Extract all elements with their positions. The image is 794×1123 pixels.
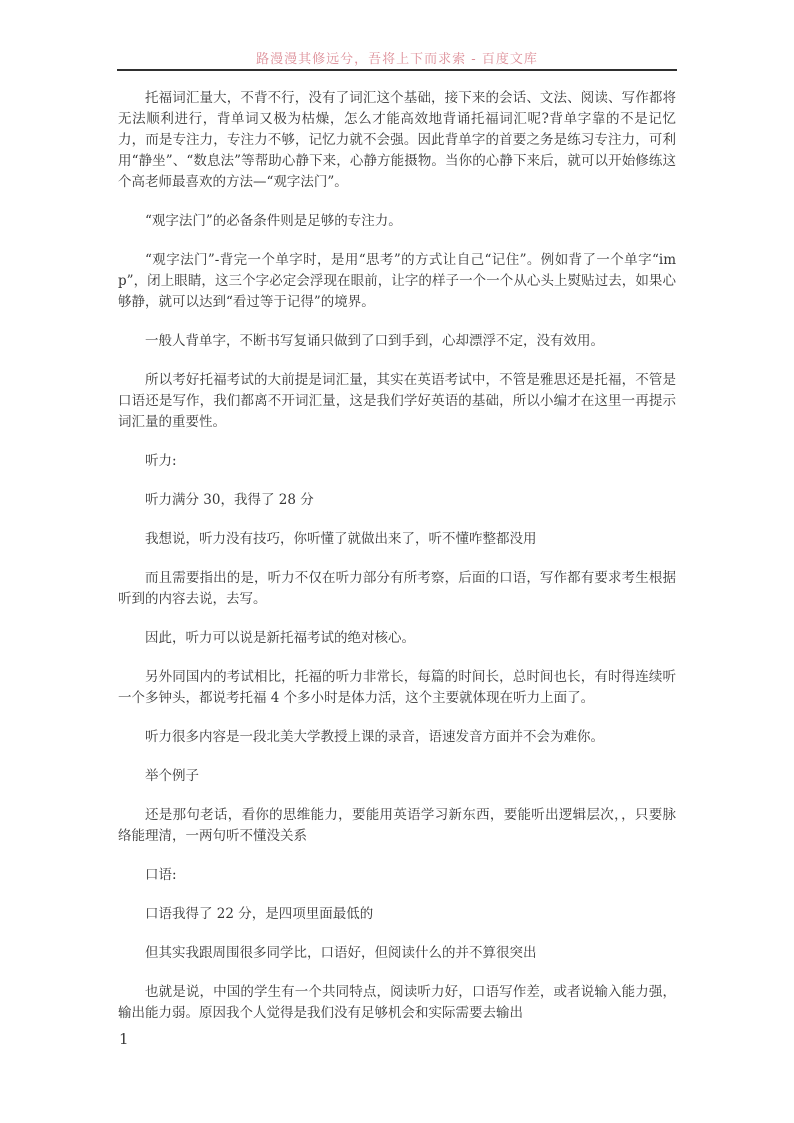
paragraph: 口语我得了 22 分，是四项里面最低的 [145,906,374,922]
page-number: 1 [119,1030,129,1048]
page-header [118,48,676,67]
paragraph: 托福词汇量大，不背不行，没有了词汇这个基础，接下来的会话、文法、阅读、写作都将无法顺利进行，背单词又极为枯燥，怎么才能高效地背诵托福词汇呢?背单字靠的不是记忆力，而是专注力，专注力不够，记忆力就不会强。因此背单字的首要之务是练习专注力，可利用“静坐”、“数息法”等帮助心静下来，心静方能摄物。当你的心静下来后，就可以开始修练这个高老师最喜欢的方法—“观字法门”。 [118,90,676,190]
paragraph: 一般人背单字，不断书写复诵只做到了口到手到，心却漂浮不定，没有效用。 [145,333,604,349]
paragraph: “观字法门”-背完一个单字时，是用“思考”的方式让自己“记住”。例如背了一个单字“imp”，闭上眼睛，这三个字必定会浮现在眼前，让字的样子一个一个从心头上熨贴过去，如果心够静，就可以达到“看过等于记得”的境界。 [118,252,676,310]
paragraph: 听力: [145,453,177,469]
paragraph: “观字法门”的必备条件则是足够的专注力。 [145,213,402,229]
paragraph: 另外同国内的考试相比，托福的听力非常长，每篇的时间长，总时间也长，有时得连续听一个多钟头，都说考托福 4 个多小时是体力活，这个主要就体现在听力上面了。 [118,669,676,706]
header-title: 路漫漫其修远兮，吾将上下而求索 - 百度文库 [256,52,538,67]
paragraph: 听力满分 30，我得了 28 分 [145,492,314,508]
paragraph: 听力很多内容是一段北美大学教授上课的录音，语速发音方面并不会为难你。 [145,729,604,745]
paragraph: 也就是说，中国的学生有一个共同特点，阅读听力好，口语写作差，或者说输入能力强，输出能力弱。原因我个人觉得是我们没有足够机会和实际需要去输出 [118,984,676,1021]
paragraph: 所以考好托福考试的大前提是词汇量，其实在英语考试中，不管是雅思还是托福，不管是口语还是写作，我们都离不开词汇量，这是我们学好英语的基础，所以小编才在这里一再提示词汇量的重要性。 [118,372,676,430]
paragraph: 举个例子 [145,768,199,784]
document-body [118,88,676,1042]
paragraph: 还是那句老话，看你的思维能力，要能用英语学习新东西，要能听出逻辑层次，，只要脉络能理清，一两句听不懂没关系 [118,807,676,844]
paragraph: 因此，听力可以说是新托福考试的绝对核心。 [145,630,415,646]
paragraph: 我想说，听力没有技巧，你听懂了就做出来了，听不懂咋整都没用 [145,531,537,547]
paragraph: 口语: [145,867,177,883]
paragraph: 而且需要指出的是，听力不仅在听力部分有所考察，后面的口语，写作都有要求考生根据听到的内容去说，去写。 [118,570,676,607]
paragraph: 但其实我跟周围很多同学比，口语好，但阅读什么的并不算很突出 [145,945,537,961]
header-divider [117,69,677,71]
